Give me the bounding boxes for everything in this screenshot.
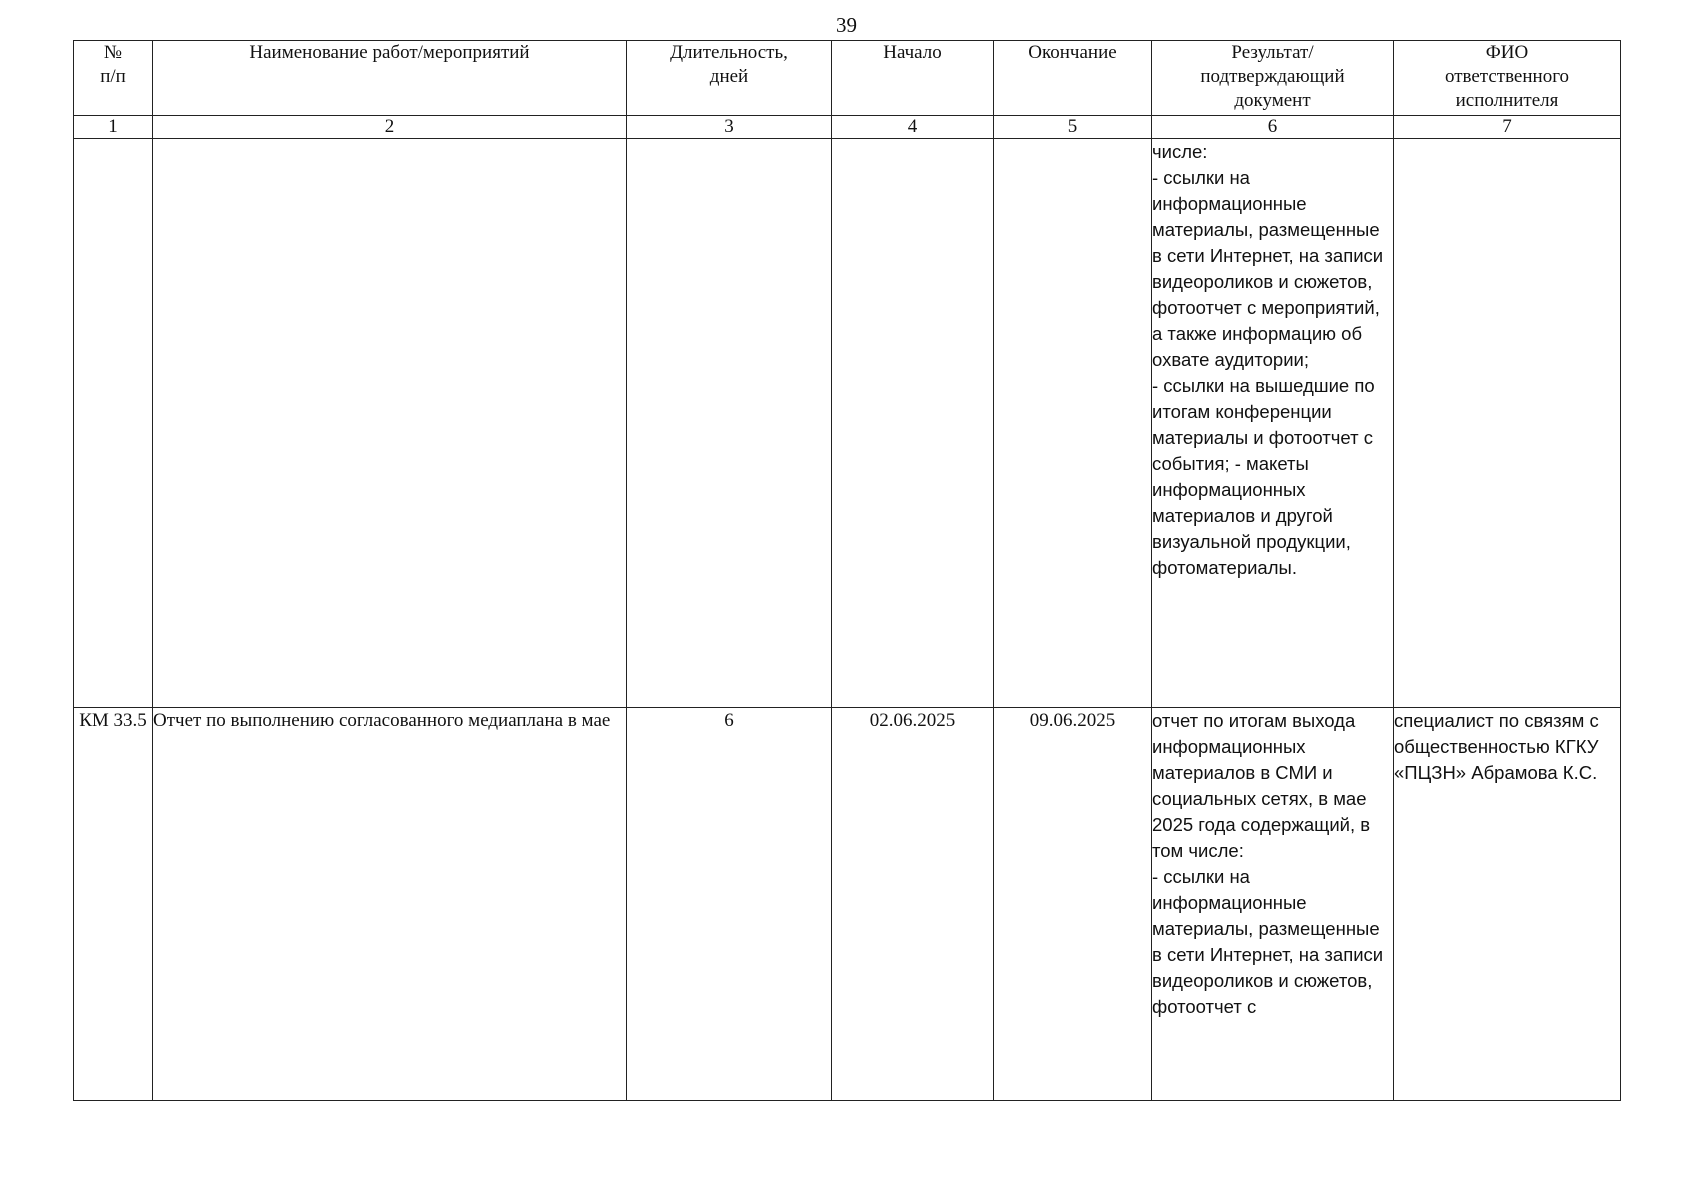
table-row — [74, 708, 1621, 1101]
column-number: 1 — [74, 116, 153, 139]
row-start-date: 02.06.2025 — [832, 708, 994, 1101]
row-responsible — [1394, 139, 1621, 708]
column-number-row — [74, 116, 1621, 139]
column-number: 3 — [627, 116, 832, 139]
header-number: № п/п — [74, 41, 153, 116]
column-number: 2 — [153, 116, 627, 139]
header-end: Окончание — [994, 41, 1152, 116]
row-result: числе: - ссылки на информационные материалы, размещенные в сети Интернет, на записи видеороликов и сюжетов, фотоотчет с мероприятий, а также информацию об охвате аудитории; - ссылки на вышедшие по итогам конференции материалы и фотоотчет с события; - макеты информационных материалов и другой визуальной продукции, фотоматериалы. — [1152, 139, 1394, 708]
header-work-name: Наименование работ/мероприятий — [153, 41, 627, 116]
row-duration: 6 — [627, 708, 832, 1101]
work-plan-table — [73, 40, 1621, 1101]
header-duration: Длительность, дней — [627, 41, 832, 116]
page-number: 39 — [836, 13, 857, 37]
row-start-date — [832, 139, 994, 708]
column-number: 6 — [1152, 116, 1394, 139]
row-duration — [627, 139, 832, 708]
row-end-date: 09.06.2025 — [994, 708, 1152, 1101]
column-number: 7 — [1394, 116, 1621, 139]
header-responsible: ФИО ответственного исполнителя — [1394, 41, 1621, 116]
row-work-name — [153, 139, 627, 708]
row-end-date — [994, 139, 1152, 708]
table-row — [74, 139, 1621, 708]
row-number: КМ 33.5 — [74, 708, 153, 1101]
header-row — [74, 41, 1621, 116]
row-result: отчет по итогам выхода информационных материалов в СМИ и социальных сетях, в мае 2025 года содержащий, в том числе: - ссылки на информационные материалы, размещенные в сети Интернет, на записи видеороликов и сюжетов, фотоотчет с — [1152, 710, 1384, 1017]
header-result: Результат/ подтверждающий документ — [1152, 41, 1394, 116]
column-number: 4 — [832, 116, 994, 139]
row-result-cell — [1152, 708, 1394, 1101]
row-work-name: Отчет по выполнению согласованного медиаплана в мае — [153, 708, 627, 1101]
row-number — [74, 139, 153, 708]
row-responsible: специалист по связям с общественностью КГКУ «ПЦЗН» Абрамова К.С. — [1394, 708, 1621, 1101]
header-start: Начало — [832, 41, 994, 116]
column-number: 5 — [994, 116, 1152, 139]
